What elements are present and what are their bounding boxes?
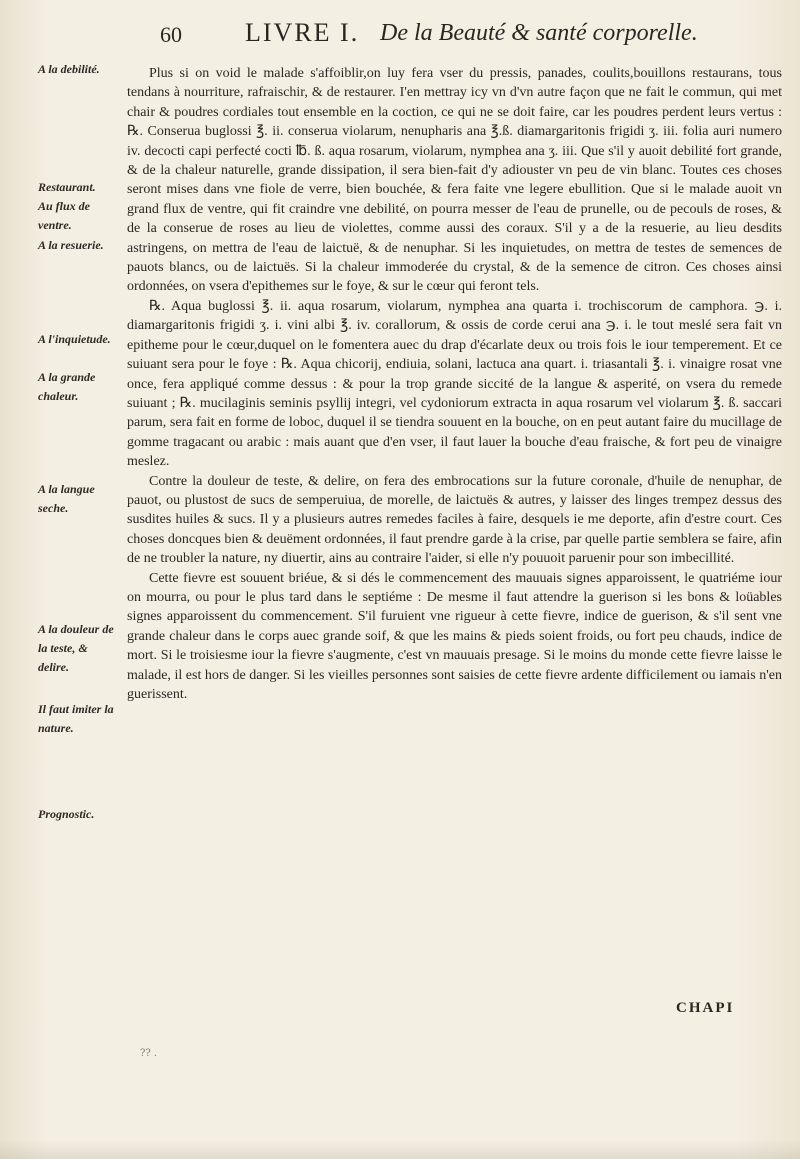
paragraph-2: ℞. Aqua buglossi ℥. ii. aqua rosarum, violarum, nymphea ana quarta i. trochiscorum de camphora. ℈. i. diamargaritonis frigidi ʒ. i. vini albi ℥. iv. corallorum, & ossis de corde cerui ana ℈. i. le tout meslé sera fait vn epitheme pour le cœur,duquel on le fomentera auec du drap d'écarlate deux ou trois fois le iour temperement. Et ce suiuant sera pour le foye : ℞. Aqua chicorij, endiuia, solani, lactuca ana quart. i. triasantali ℥. i. vinaigre rosat vne once, fera appliqué comme dessus : & pour la trop grande siccité de la langue & asperité, on vsera du remede suiuant ; ℞. mucilaginis seminis psyllij integri, vel cydoniorum extracta in aqua rosarum vel violarum ℥. ß. saccari parum, sera fait en forme de loboc, duquel il se tiendra souuent en la bouche, on en peut autant faire du mucillage de gomme tragacant ou arabic : mais auant que d'en vser, il faut lauer la bouche d'eau fraische, & fort peu de vinaigre meslez. [127, 298, 782, 470]
running-subtitle: De la Beauté & santé corporelle. [380, 20, 698, 46]
page-number: 60 [160, 22, 182, 47]
margin-note-langue-seche: A la langue seche. [38, 482, 95, 515]
page-edge-shading [0, 1140, 800, 1159]
margin-notes [38, 60, 120, 1060]
margin-note-resuerie: A la resuerie. [38, 238, 104, 252]
margin-note-flux-de-ventre: Au flux de ventre. [38, 199, 91, 232]
paragraph-1: Plus si on void le malade s'affoiblir,on luy fera vser du pressis, panades, coulits,bouillons restaurans, tous tendans à nourriture, rafraischir, & de restaurer. I'en mettray icy vn d'vn autre façon que ne fait le commun, qui met chair & poudres cordiales tout ensemble en la coction, ce qui ne se doit faire, car les poudres perdent leurs vertus : ℞. Conserua buglossi ℥. ii. conserua violarum, nenupharis ana ℥.ß. diamargaritonis frigidi ʒ. iii. folia auri numero iv. decocti capi perfecté cocti ℔. ß. aqua rosarum, violarum, nymphea ana ʒ. iii. Que s'il y auoit debilité fort grande, & de la chaleur naturelle, grande dissipation, il sera bien-fait d'y adiouster vn peu de vin blanc. Toutes ces choses seront mises dans vne fiole de verre, bien bouchée, & fera faite vne legere ebullition. Que si le malade auoit vn grand flux de ventre, qui fit craindre vne debilité, on pourra messer de l'eau de prunelle, ou de pecouls de roses, & de la conserue de roses au lieu de violettes, comme aussi des coraux. S'il y a de la resuerie, au lieu desdits astringens, on mettra de l'eau de laictuë, & de nenuphar. Si les inquietudes, on mettra de testes de semences de pauots blancs, ou de laictuës. Si la chaleur immoderée du crystal, & de la semence de citron. Ces choses ainsi ordonnées, on vsera d'epithemes sur le foye, & sur le cœur qui feront tels. [127, 66, 782, 295]
margin-note-douleur-teste: A la douleur de la teste, & delire. [38, 622, 114, 674]
body-text [127, 64, 782, 894]
margin-note-restaurant: Restaurant. [38, 180, 96, 194]
margin-note-imiter-nature: Il faut imiter la nature. [38, 702, 114, 735]
signature-mark: ?? . [140, 1048, 158, 1059]
margin-note-prognostic: Prognostic. [38, 807, 95, 821]
paragraph-4: Cette fievre est souuent briéue, & si dés le commencement des mauuais signes apparoissent, le quatriéme iour on mourra, ou pour le plus tard dans le septiéme : De mesme il faut attendre la guerison si les bons & loüables signes apparoissent du commencement. S'il furuient vne rigueur à cette fievre, indice de guerison, & s'il sent vne grande chaleur dans le corps auec grande soif, & que les mains & pieds soient froids, ou fort peu chauds, indice de mort. Si le troisiesme iour la fievre s'augmente, c'est vn mauuais presage. Si le moins du monde cette fievre laisse le malade, il est hors de danger. Si les vieilles personnes sont saisies de cette fievre ardente difficilement ou iamais n'en guerissent. [127, 570, 782, 702]
margin-note-grande-chaleur: A la grande chaleur. [38, 370, 96, 403]
paragraph-3: Contre la douleur de teste, & delire, on fera des embrocations sur la future coronale, d'huile de nenuphar, de pauot, ou plustost de sucs de semperuiua, de morelle, de laictuës & autres, y laisser des linges trempez dessus des susdites huiles & sucs. Il y a plusieurs autres remedes faciles à faire, desquels ie me deporte, afin d'estre court. Ces choses doncques bien & deuëment ordonnées, il faut prendre garde à la crise, par quelle partie semblera se faire, afin de ne troubler la nature, ny diuertir, ains au contraire l'aider, si elle n'y pouuoit paruenir pour son imbecillité. [127, 473, 782, 567]
catchword: CHAPI [676, 1000, 735, 1016]
margin-note-debilite: A la debilité. [38, 62, 100, 76]
running-header [150, 14, 710, 54]
running-title: LIVRE I. [245, 18, 360, 47]
margin-note-inquietude: A l'inquietude. [38, 332, 111, 346]
